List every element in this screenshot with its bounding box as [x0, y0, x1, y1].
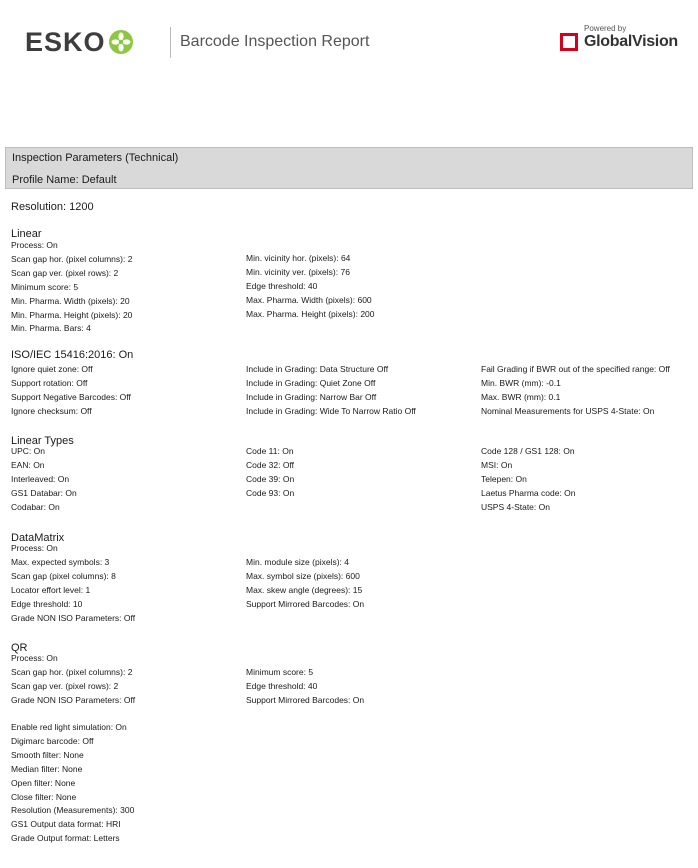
param-row: Edge threshold: 10	[11, 598, 83, 609]
param-row: Scan gap (pixel columns): 8	[11, 570, 116, 581]
param-row: Include in Grading: Quiet Zone Off	[246, 377, 376, 388]
param-row: Codabar: On	[11, 501, 60, 512]
param-row: Min. BWR (mm): -0.1	[481, 377, 561, 388]
param-row: Code 32: Off	[246, 459, 295, 470]
param-row: Min. Pharma. Bars: 4	[11, 323, 91, 334]
param-row: Scan gap hor. (pixel columns): 2	[11, 253, 133, 264]
param-row: Code 11: On	[246, 446, 294, 456]
param-row: Minimum score: 5	[11, 281, 79, 292]
param-row: Min. module size (pixels): 4	[246, 557, 349, 567]
param-row: Process: On	[11, 653, 58, 663]
globalvision-square-icon	[560, 33, 578, 51]
param-row: Include in Grading: Data Structure Off	[246, 364, 389, 374]
iso-title: ISO/IEC 15416:2016: On	[11, 349, 134, 361]
globalvision-logo	[560, 24, 680, 56]
esko-logo	[25, 27, 134, 57]
esko-wordmark: ESKO	[25, 27, 106, 57]
param-row: GS1 Databar: On	[11, 487, 77, 498]
param-row: Include in Grading: Wide To Narrow Ratio Off	[246, 405, 416, 416]
param-row: Interleaved: On	[11, 473, 70, 484]
param-row: Ignore quiet zone: Off	[11, 364, 93, 374]
param-row: EAN: On	[11, 459, 45, 470]
param-row: Resolution (Measurements): 300	[11, 805, 135, 816]
param-row: Min. Pharma. Width (pixels): 20	[11, 295, 130, 306]
param-row: Nominal Measurements for USPS 4-State: On	[481, 405, 655, 416]
param-row: Process: On	[11, 543, 58, 553]
param-row: Support Mirrored Barcodes: On	[246, 694, 365, 705]
param-row: Grade Output format: Letters	[11, 833, 120, 844]
param-row: Minimum score: 5	[246, 667, 314, 677]
param-row: Max. symbol size (pixels): 600	[246, 570, 360, 581]
param-row: Process: On	[11, 240, 58, 250]
param-row: Min. vicinity hor. (pixels): 64	[246, 253, 351, 263]
esko-flower-icon	[108, 29, 134, 55]
inspection-parameters-banner	[5, 147, 693, 189]
param-row: Ignore checksum: Off	[11, 405, 92, 416]
param-row: Fail Grading if BWR out of the specified range: Off	[481, 364, 670, 374]
param-row: Support Mirrored Barcodes: On	[246, 598, 365, 609]
param-row: Open filter: None	[11, 777, 76, 788]
linear-types-title: Linear Types	[11, 435, 74, 447]
param-row: Code 93: On	[246, 487, 295, 498]
param-row: Edge threshold: 40	[246, 680, 318, 691]
param-row: GS1 Output data format: HRI	[11, 819, 121, 830]
param-row: Include in Grading: Narrow Bar Off	[246, 391, 377, 402]
param-row: Scan gap hor. (pixel columns): 2	[11, 666, 133, 677]
param-row: Code 39: On	[246, 473, 295, 484]
param-row: Edge threshold: 40	[246, 280, 318, 291]
param-row: USPS 4-State: On	[481, 501, 550, 512]
param-row: Median filter: None	[11, 763, 83, 774]
param-row: Digimarc barcode: Off	[11, 735, 94, 746]
param-row: Max. Pharma. Width (pixels): 600	[246, 294, 372, 305]
header-divider	[170, 27, 171, 58]
param-row: MSI: On	[481, 459, 513, 470]
param-row: Max. BWR (mm): 0.1	[481, 391, 561, 402]
param-row: Support rotation: Off	[11, 377, 88, 388]
param-row: Grade NON ISO Parameters: Off	[11, 694, 136, 705]
powered-by-label: Powered by	[584, 24, 627, 33]
param-row: Min. Pharma. Height (pixels): 20	[11, 309, 133, 320]
param-row: Support Negative Barcodes: Off	[11, 391, 131, 402]
param-row: Telepen: On	[481, 473, 527, 484]
linear-title: Linear	[11, 228, 42, 240]
param-row: Close filter: None	[11, 791, 77, 802]
param-row: Smooth filter: None	[11, 749, 84, 760]
section-title: Inspection Parameters (Technical)	[12, 152, 179, 164]
param-row: Scan gap ver. (pixel rows): 2	[11, 680, 119, 691]
param-row: Max. skew angle (degrees): 15	[246, 584, 363, 595]
report-title: Barcode Inspection Report	[180, 33, 370, 50]
param-row: Enable red light simulation: On	[11, 722, 127, 732]
param-row: Code 128 / GS1 128: On	[481, 446, 575, 456]
param-row: Laetus Pharma code: On	[481, 487, 576, 498]
param-row: UPC: On	[11, 446, 46, 456]
param-row: Max. expected symbols: 3	[11, 556, 110, 567]
param-row: Scan gap ver. (pixel rows): 2	[11, 267, 119, 278]
qr-title: QR	[11, 642, 28, 654]
datamatrix-title: DataMatrix	[11, 532, 65, 544]
param-row: Locator effort level: 1	[11, 584, 91, 595]
profile-name: Profile Name: Default	[12, 174, 117, 186]
globalvision-wordmark: GlobalVision	[584, 33, 678, 50]
param-row: Max. Pharma. Height (pixels): 200	[246, 308, 375, 319]
resolution: Resolution: 1200	[11, 201, 94, 213]
param-row: Min. vicinity ver. (pixels): 76	[246, 266, 350, 277]
param-row: Grade NON ISO Parameters: Off	[11, 612, 136, 623]
